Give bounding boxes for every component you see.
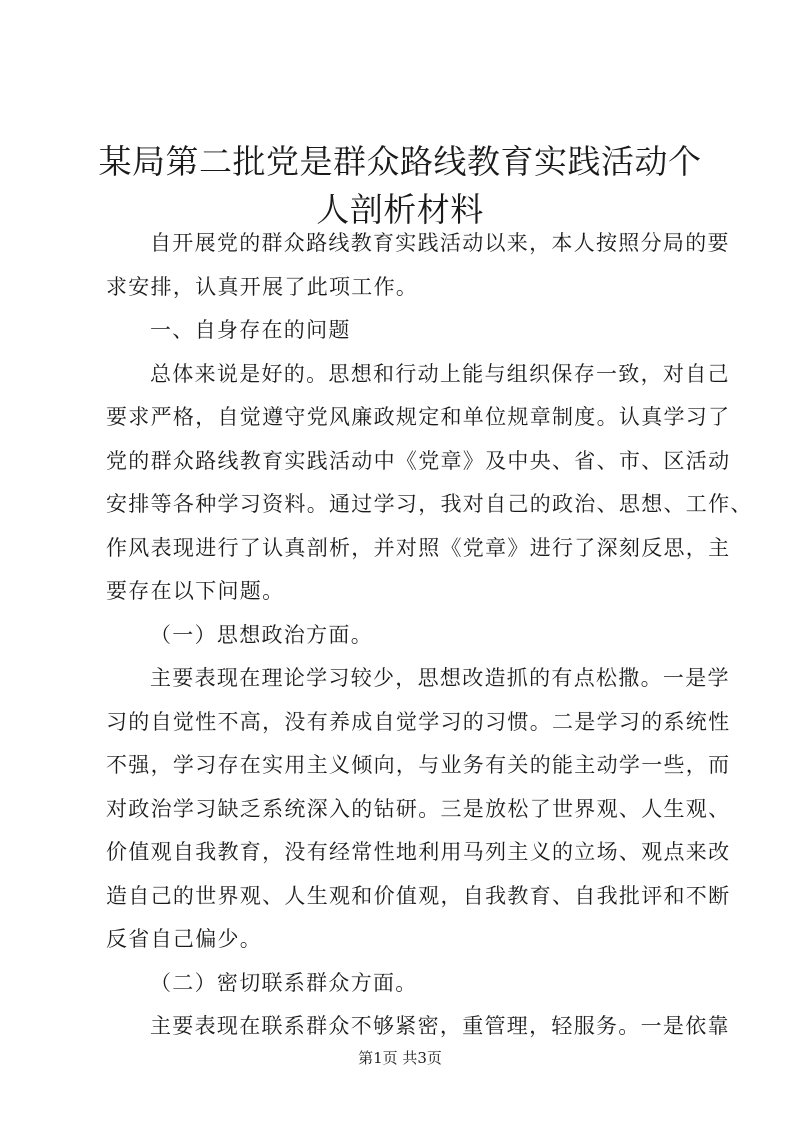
paragraph-line: 不强，学习存在实用主义倾向，与业务有关的能主动学一些，而 bbox=[106, 753, 731, 777]
paragraph-line: 主要表现在联系群众不够紧密，重管理，轻服务。一是依靠 bbox=[150, 1014, 730, 1038]
paragraph-line: 党的群众路线教育实践活动中《党章》及中央、省、市、区活动 bbox=[106, 448, 731, 473]
paragraph-line: 求安排，认真开展了此项工作。 bbox=[106, 274, 419, 299]
document-title: 某局第二批党是群众路线教育实践活动个人剖析材料 bbox=[98, 142, 702, 229]
subsection-heading: （一）思想政治方面。 bbox=[150, 622, 373, 647]
paragraph-line: 要存在以下问题。 bbox=[106, 579, 285, 603]
page-number-footer: 第1页 共3页 bbox=[358, 1049, 442, 1067]
paragraph-line: 反省自己偏少。 bbox=[106, 927, 263, 951]
paragraph-line: 主要表现在理论学习较少，思想改造抓的有点松撒。一是学 bbox=[150, 666, 730, 690]
section-heading: 一、自身存在的问题 bbox=[150, 318, 351, 342]
paragraph-line: 价值观自我教育，没有经常性地利用马列主义的立场、观点来改 bbox=[106, 840, 731, 864]
paragraph-line: 习的自觉性不高，没有养成自觉学习的习惯。二是学习的系统性 bbox=[106, 709, 731, 734]
paragraph-line: 造自己的世界观、人生观和价值观，自我教育、自我批评和不断 bbox=[106, 883, 731, 908]
paragraph-line: 自开展党的群众路线教育实践活动以来，本人按照分局的要 bbox=[150, 231, 730, 255]
paragraph-line: 总体来说是好的。思想和行动上能与组织保存一致，对自己 bbox=[150, 361, 730, 386]
subsection-heading: （二）密切联系群众方面。 bbox=[150, 970, 418, 995]
paragraph-line: 要求严格，自觉遵守党风廉政规定和单位规章制度。认真学习了 bbox=[106, 405, 731, 429]
paragraph-line: 对政治学习缺乏系统深入的钻研。三是放松了世界观、人生观、 bbox=[106, 796, 731, 821]
paragraph-line: 安排等各种学习资料。通过学习，我对自己的政治、思想、工作、 bbox=[106, 492, 753, 516]
paragraph-line: 作风表现进行了认真剖析，并对照《党章》进行了深刻反思，主 bbox=[106, 535, 731, 560]
